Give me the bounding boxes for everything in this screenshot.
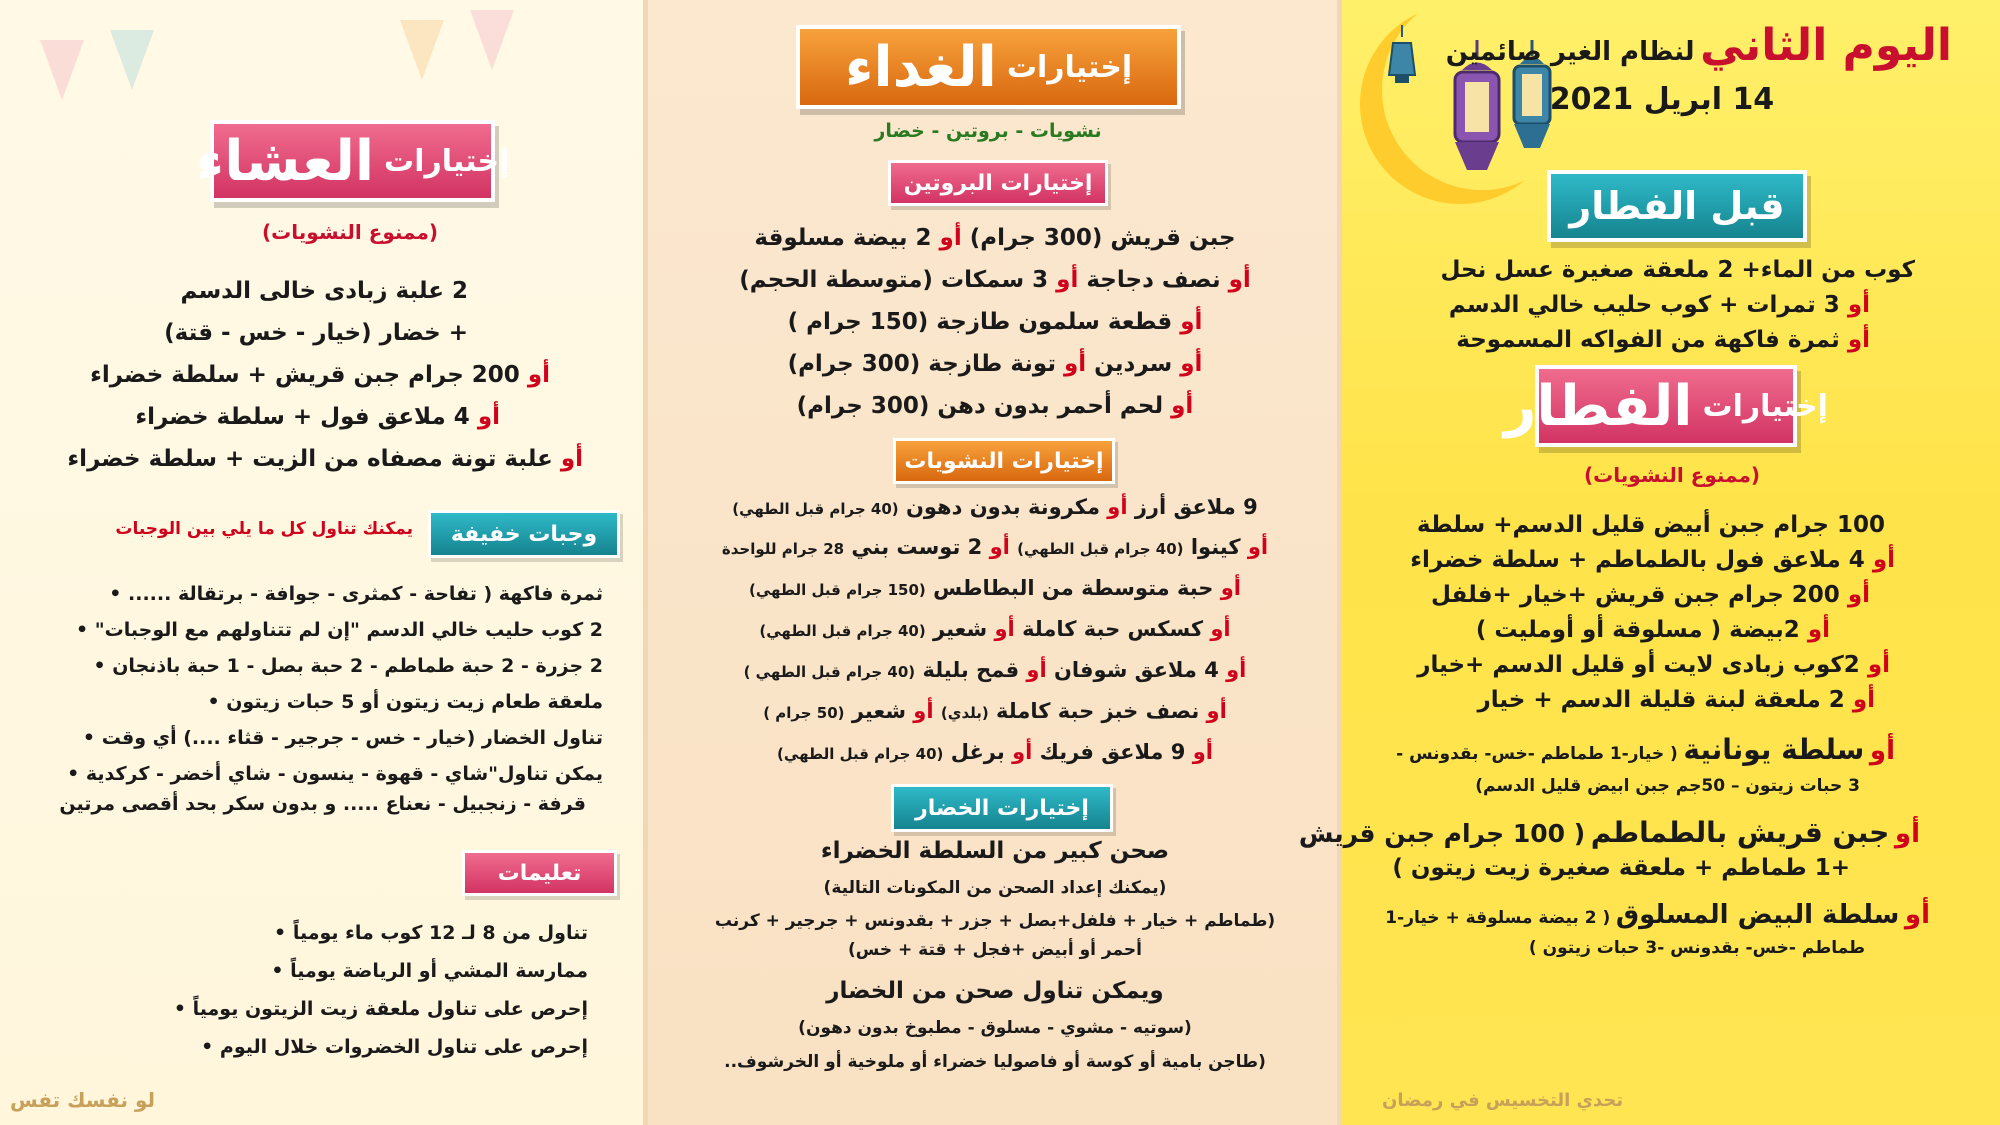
iftar-option: أو 2 ملعقة لبنة قليلة الدسم + خيار bbox=[1477, 687, 1875, 713]
protein-line: أو لحم أحمر بدون دهن (300 جرام) bbox=[796, 393, 1194, 419]
lunch-title-banner bbox=[796, 25, 1181, 109]
iftar-option: أو 2كوب زبادى لايت أو قليل الدسم +خيار bbox=[1417, 652, 1890, 678]
plan-date: 14 ابريل 2021 bbox=[1549, 82, 1775, 117]
pennant-decoration bbox=[110, 30, 154, 90]
lunch-column bbox=[648, 0, 1342, 1125]
dinner-option: أو 200 جرام جبن قريش + سلطة خضراء bbox=[90, 362, 550, 388]
snack-item: 2 جزرة - 2 حبة طماطم - 2 حبة بصل - 1 حبة باذنجان • bbox=[93, 655, 603, 677]
footer-brand-left: لو نفسك تفس bbox=[10, 1088, 156, 1112]
instruction-item: ممارسة المشي أو الرياضة يومياً • bbox=[271, 960, 588, 982]
dinner-column bbox=[0, 0, 648, 1125]
snack-item: تناول الخضار (خيار - خس - جرجير - قثاء ....) أي وقت • bbox=[82, 727, 603, 749]
day-title: اليوم الثاني bbox=[1700, 20, 1952, 71]
iftar-note: (ممنوع النشويات) bbox=[1584, 463, 1760, 487]
dinner-option: أو 4 ملاعق فول + سلطة خضراء bbox=[135, 404, 500, 430]
lunch-subtitle: نشويات - بروتين - خضار bbox=[874, 120, 1102, 142]
veg-cooked-line: (طاجن بامية أو كوسة أو فاصوليا خضراء أو ملوخية أو الخرشوف.. bbox=[724, 1052, 1266, 1072]
veg-label: إختيارات الخضار bbox=[891, 784, 1113, 832]
tomato-cheese: أو جبن قريش بالطماطم ( 100 جرام جبن قريش bbox=[1298, 816, 1920, 849]
before-iftar-line: أو ثمرة فاكهة من الفواكه المسموحة bbox=[1456, 327, 1870, 353]
carbs-line: أو كسكس حبة كاملة أو شعير (40 جرام قبل الطهي) bbox=[759, 617, 1231, 641]
snack-item: قرفة - زنجبيل - نعناع ..... و بدون سكر بحد أقصى مرتين bbox=[59, 793, 586, 815]
instruction-item: إحرص على تناول الخضروات خلال اليوم • bbox=[201, 1036, 588, 1058]
carbs-line: 9 ملاعق أرز أو مكرونة بدون دهون (40 جرام قبل الطهي) bbox=[732, 495, 1258, 519]
snack-item: يمكن تناول"شاي - قهوة - ينسون - شاي أخضر - كركدية • bbox=[67, 763, 603, 785]
veg-title: صحن كبير من السلطة الخضراء bbox=[820, 838, 1170, 864]
snack-item: ثمرة فاكهة ( تفاحة - كمثرى - جوافة - برتقالة ...... • bbox=[109, 583, 603, 605]
lunch-title-small: إختيارات bbox=[1006, 49, 1133, 85]
egg-salad-detail: طماطم -خس- بقدونس -3 حبات زيتون ) bbox=[1528, 938, 1865, 958]
breakfast-column bbox=[1298, 0, 2000, 1125]
carbs-line: أو حبة متوسطة من البطاطس (150 جرام قبل الطهي) bbox=[749, 576, 1241, 600]
iftar-option: أو 200 جرام جبن قريش +خيار +فلفل bbox=[1431, 582, 1870, 608]
instructions-label: تعليمات bbox=[462, 850, 617, 896]
instruction-item: تناول من 8 لـ 12 كوب ماء يومياً • bbox=[274, 922, 588, 944]
before-iftar-banner bbox=[1547, 170, 1807, 242]
carbs-line: أو 4 ملاعق شوفان أو قمح بليلة (40 جرام قبل الطهي ) bbox=[743, 658, 1247, 682]
dinner-title-banner bbox=[195, 120, 510, 202]
lantern-icon bbox=[1387, 25, 1417, 95]
lunch-title-big: الغداء bbox=[844, 34, 997, 100]
instruction-item: إحرص على تناول ملعقة زيت الزيتون يومياً • bbox=[173, 998, 588, 1020]
iftar-title-banner bbox=[1504, 365, 1828, 447]
dinner-title-big: العشاء bbox=[195, 128, 375, 194]
protein-line: أو قطعة سلمون طازجة (150 جرام ) bbox=[787, 309, 1203, 335]
before-iftar-line: أو 3 تمرات + كوب حليب خالي الدسم bbox=[1448, 292, 1870, 318]
iftar-option: أو 4 ملاعق فول بالطماطم + سلطة خضراء bbox=[1410, 547, 1895, 573]
snack-item: ملعقة طعام زيت زيتون أو 5 حبات زيتون • bbox=[207, 691, 603, 713]
day-title-row bbox=[1446, 20, 1952, 71]
iftar-title-big: الفطار bbox=[1504, 373, 1693, 439]
carbs-line: أو 9 ملاعق فريك أو برغل (40 جرام قبل الطهي) bbox=[777, 740, 1213, 764]
day-subtitle: لنظام الغير صائمين bbox=[1445, 37, 1695, 67]
dinner-option: أو علبة تونة مصفاه من الزيت + سلطة خضراء bbox=[67, 446, 583, 472]
veg-cooked-title: ويمكن تناول صحن من الخضار bbox=[826, 978, 1164, 1004]
dinner-option: + خضار (خيار - خس - قتة) bbox=[164, 320, 468, 346]
protein-label: إختيارات البروتين bbox=[888, 160, 1108, 206]
iftar-title-small: إختيارات bbox=[1702, 388, 1828, 424]
carbs-line: أو نصف خبز حبة كاملة (بلدي) أو شعير (50 جرام ) bbox=[763, 699, 1227, 723]
snack-item: 2 كوب حليب خالي الدسم "إن لم تتناولهم مع الوجبات" • bbox=[75, 619, 603, 641]
dinner-option: 2 علبة زبادى خالى الدسم bbox=[180, 278, 468, 304]
dinner-note: (ممنوع النشويات) bbox=[262, 220, 438, 244]
tomato-cheese-detail: +1 طماطم + ملعقة صغيرة زيت زيتون ) bbox=[1392, 855, 1850, 881]
greek-salad: أو سلطة يونانية ( خيار-1 طماطم -خس- بقدونس - bbox=[1396, 733, 1895, 766]
veg-note: (يمكنك إعداد الصحن من المكونات التالية) bbox=[823, 878, 1167, 898]
protein-line: أو سردين أو تونة طازجة (300 جرام) bbox=[787, 351, 1203, 377]
carbs-line: أو كينوا (40 جرام قبل الطهي) أو 2 توست بني 28 جرام للواحدة bbox=[721, 535, 1269, 559]
greek-salad-detail: 3 حبات زيتون – 50جم جبن ابيض قليل الدسم) bbox=[1475, 776, 1860, 796]
snacks-label: وجبات خفيفة bbox=[428, 510, 620, 558]
pennant-decoration bbox=[470, 10, 514, 70]
protein-line: جبن قريش (300 جرام) أو 2 بيضة مسلوقة bbox=[754, 225, 1236, 251]
carbs-label: إختيارات النشويات bbox=[893, 438, 1115, 484]
snacks-note: يمكنك تناول كل ما يلي بين الوجبات bbox=[115, 519, 413, 539]
protein-line: أو نصف دجاجة أو 3 سمكات (متوسطة الحجم) bbox=[739, 267, 1251, 293]
pennant-decoration bbox=[40, 40, 84, 100]
iftar-option: 100 جرام جبن أبيض قليل الدسم+ سلطة bbox=[1416, 512, 1885, 538]
before-iftar-label: قبل الفطار bbox=[1569, 184, 1785, 228]
iftar-option: أو 2بيضة ( مسلوقة أو أومليت ) bbox=[1475, 617, 1830, 643]
before-iftar-line: كوب من الماء+ 2 ملعقة صغيرة عسل نحل bbox=[1440, 257, 1915, 283]
footer-brand-right: تحدي التخسيس في رمضان bbox=[1382, 1090, 1624, 1111]
veg-ingredients: أحمر أو أبيض +فجل + قتة + خس) bbox=[848, 940, 1142, 960]
egg-salad: أو سلطة البيض المسلوق ( 2 بيضة مسلوقة + خيار-1 bbox=[1385, 900, 1930, 930]
veg-ingredients: (طماطم + خيار + فلفل+بصل + جزر + بقدونس + جرجير + كرنب bbox=[714, 911, 1276, 931]
veg-cooked-line: (سوتيه - مشوي - مسلوق - مطبوخ بدون دهون) bbox=[798, 1018, 1192, 1038]
dinner-title-small: إختيارات bbox=[384, 143, 510, 179]
pennant-decoration bbox=[400, 20, 444, 80]
